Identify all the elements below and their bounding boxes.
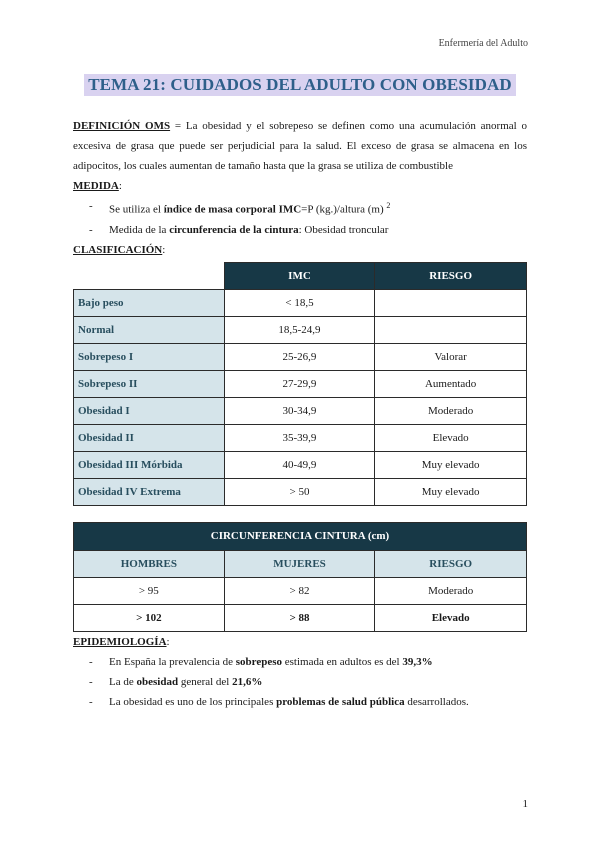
table-header-row	[74, 550, 527, 577]
imc-cell: 40-49,9	[224, 451, 375, 478]
epi-item-bold: sobrepeso	[235, 655, 282, 668]
table-header-row	[74, 262, 527, 289]
imc-cell: 27-29,9	[224, 370, 375, 397]
list-item	[89, 692, 527, 712]
page-number: 1	[522, 798, 528, 810]
imc-cell: 30-34,9	[224, 397, 375, 424]
table-row	[74, 451, 527, 478]
row-label: Obesidad III Mórbida	[74, 451, 225, 478]
epi-item-text: desarrollados.	[404, 695, 469, 708]
row-label: Sobrepeso II	[74, 370, 225, 397]
column-header-imc: IMC	[224, 262, 375, 289]
medida-list	[73, 196, 527, 240]
epidemiologia-label: EPIDEMIOLOGÍA	[73, 635, 167, 648]
mujeres-cell: > 82	[224, 577, 375, 604]
epi-item-text: La de	[109, 675, 137, 688]
medida-item-bold: índice de masa corporal IMC	[163, 203, 302, 216]
row-label: Obesidad II	[74, 424, 225, 451]
medida-item-text: Medida de la	[109, 223, 170, 236]
row-label: Sobrepeso I	[74, 343, 225, 370]
epi-item-bold: problemas de salud pública	[276, 695, 405, 708]
row-label: Bajo peso	[74, 289, 225, 316]
table-corner	[74, 262, 225, 289]
imc-cell: 18,5-24,9	[224, 316, 375, 343]
clasificacion-label: CLASIFICACIÓN	[73, 243, 163, 256]
list-item	[89, 220, 527, 240]
table-row	[74, 478, 527, 505]
column-header-riesgo: RIESGO	[375, 550, 527, 577]
table-row	[74, 424, 527, 451]
medida-item-superscript: 2	[386, 201, 391, 210]
column-header-riesgo: RIESGO	[375, 262, 527, 289]
page-title: TEMA 21: CUIDADOS DEL ADULTO CON OBESIDAD	[84, 74, 516, 96]
epidemiologia-heading: EPIDEMIOLOGÍA:	[73, 635, 170, 648]
list-item	[89, 196, 527, 220]
list-item	[89, 652, 527, 672]
cintura-table	[73, 522, 527, 632]
riesgo-cell	[375, 316, 527, 343]
epi-item-bold: obesidad	[136, 675, 179, 688]
epi-item-bold: 21,6%	[232, 675, 263, 688]
list-item	[89, 672, 527, 692]
riesgo-cell: Elevado	[375, 604, 527, 631]
hombres-cell: > 95	[74, 577, 225, 604]
table-row	[74, 343, 527, 370]
row-label: Obesidad IV Extrema	[74, 478, 225, 505]
table-row	[74, 577, 527, 604]
epi-item-text: En España la prevalencia de	[109, 655, 236, 668]
document-body	[73, 116, 527, 712]
medida-item-text: Se utiliza el	[109, 203, 164, 216]
imc-cell: 35-39,9	[224, 424, 375, 451]
imc-cell: < 18,5	[224, 289, 375, 316]
imc-cell: 25-26,9	[224, 343, 375, 370]
medida-item-text: =P (kg.)/altura (m)	[301, 203, 384, 216]
medida-item-text: : Obesidad troncular	[298, 223, 389, 236]
clasificacion-heading: CLASIFICACIÓN:	[73, 243, 166, 256]
riesgo-cell: Elevado	[375, 424, 527, 451]
riesgo-cell: Valorar	[375, 343, 527, 370]
hombres-cell: > 102	[74, 604, 225, 631]
definition-label: DEFINICIÓN OMS	[73, 120, 171, 132]
medida-heading: MEDIDA:	[73, 180, 122, 192]
medida-item-bold: circunferencia de la cintura	[169, 223, 299, 236]
imc-cell: > 50	[224, 478, 375, 505]
riesgo-cell	[375, 289, 527, 316]
epi-item-text: general del	[178, 675, 233, 688]
epidemiologia-list	[73, 652, 527, 712]
medida-label: MEDIDA	[73, 180, 119, 192]
column-header-hombres: HOMBRES	[74, 550, 225, 577]
mujeres-cell: > 88	[224, 604, 375, 631]
riesgo-cell: Moderado	[375, 397, 527, 424]
table-row	[74, 316, 527, 343]
cintura-table-title: CIRCUNFERENCIA CINTURA (cm)	[74, 522, 527, 550]
title-wrapper	[0, 74, 600, 96]
table-row	[74, 289, 527, 316]
definition-text: = La obesidad y el sobrepeso se definen como una acumulación anormal o excesiva de grasa que puede ser perjudicial para la salud. El exceso de grasa se almacena en los adipocitos, los cuales aumentan de tamaño hasta que la grasa se utiliza de combustible	[73, 120, 527, 172]
table-row	[74, 604, 527, 631]
table-row	[74, 397, 527, 424]
column-header-mujeres: MUJERES	[224, 550, 375, 577]
epi-item-bold: 39,3%	[402, 655, 433, 668]
table-row	[74, 370, 527, 397]
epi-item-text: La obesidad es uno de los principales	[109, 695, 277, 708]
row-label: Obesidad I	[74, 397, 225, 424]
running-header: Enfermería del Adulto	[438, 38, 528, 49]
imc-table	[73, 262, 527, 506]
riesgo-cell: Aumentado	[375, 370, 527, 397]
epi-item-text: estimada en adultos es del	[282, 655, 403, 668]
riesgo-cell: Muy elevado	[375, 451, 527, 478]
definition-paragraph	[73, 116, 527, 176]
riesgo-cell: Moderado	[375, 577, 527, 604]
row-label: Normal	[74, 316, 225, 343]
riesgo-cell: Muy elevado	[375, 478, 527, 505]
table-title-row	[74, 522, 527, 550]
